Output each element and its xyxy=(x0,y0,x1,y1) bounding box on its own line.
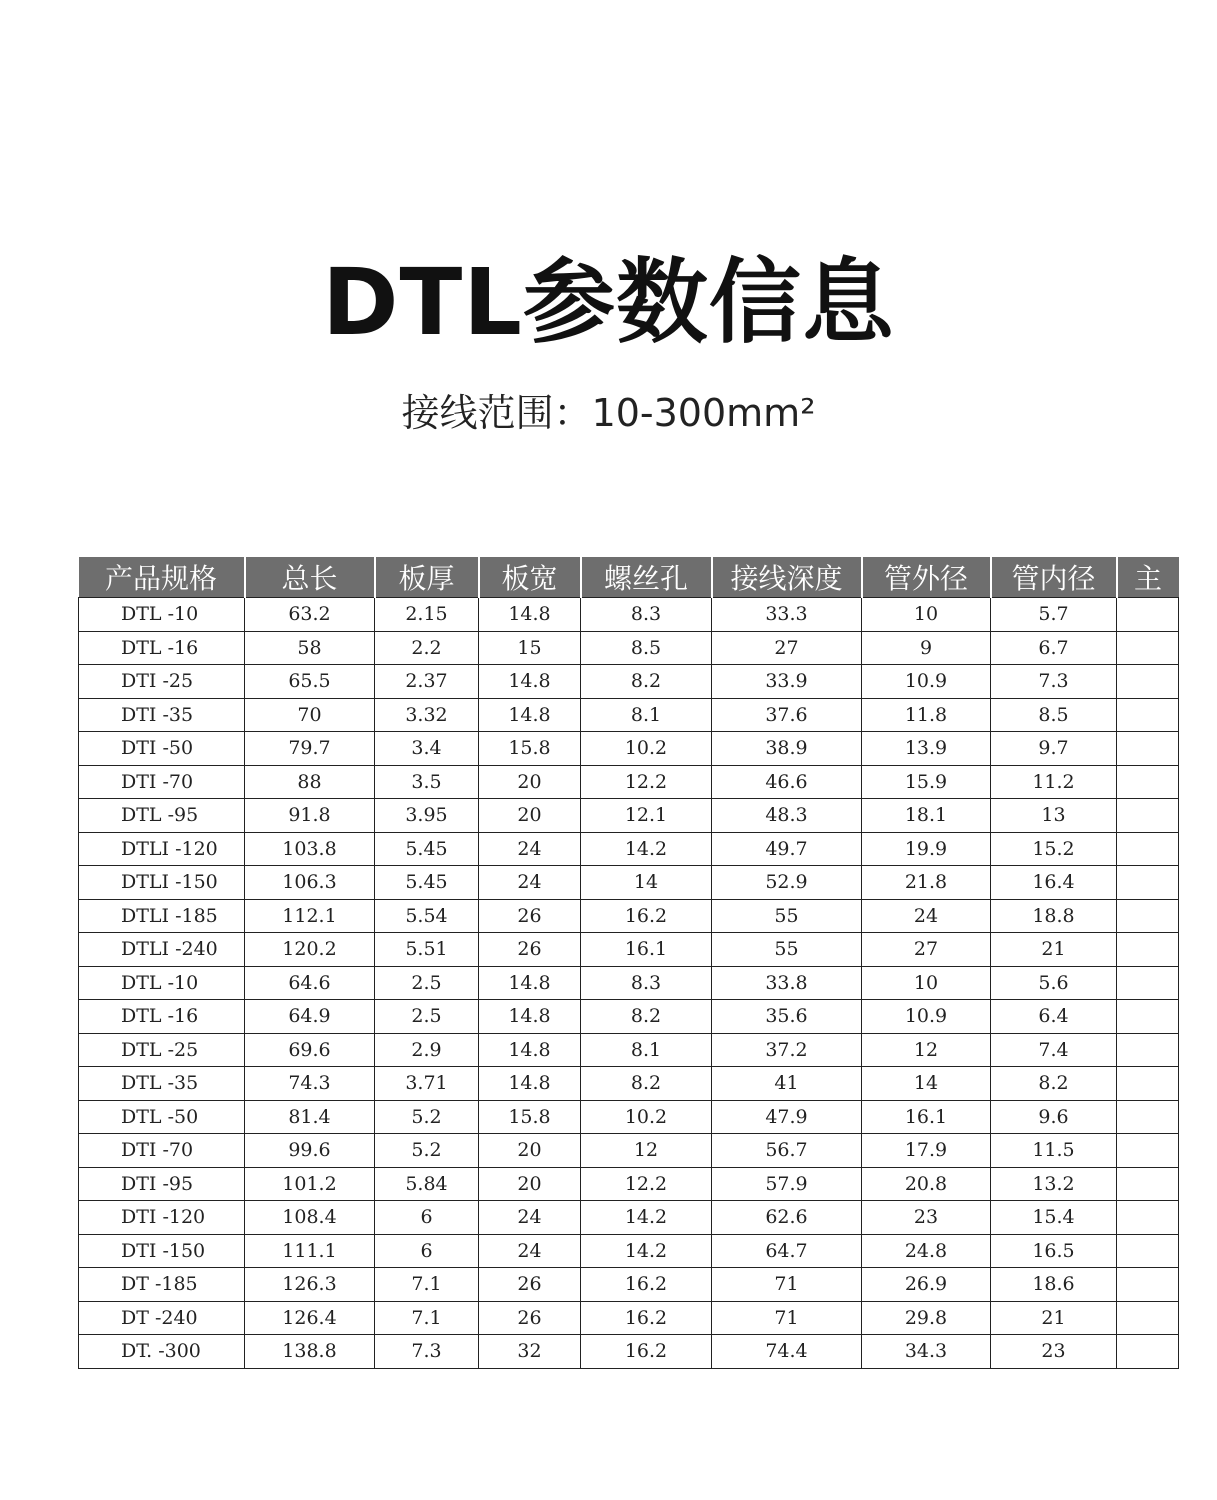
table-row xyxy=(79,732,1179,766)
cell-cut-off xyxy=(1117,1167,1179,1201)
wiring-range-subtitle: 接线范围：10-300mm² xyxy=(401,391,816,435)
cell-spec: DTL -50 xyxy=(79,1100,245,1134)
cell-total-length: 81.4 xyxy=(245,1100,375,1134)
cell-screw-hole: 16.1 xyxy=(581,933,712,967)
cell-tube-outer-diameter: 10 xyxy=(862,598,991,632)
cell-total-length: 112.1 xyxy=(245,899,375,933)
table-row xyxy=(79,698,1179,732)
cell-plate-thickness: 2.15 xyxy=(375,598,479,632)
cell-total-length: 58 xyxy=(245,631,375,665)
cell-spec: DT -185 xyxy=(79,1268,245,1302)
cell-spec: DTI -70 xyxy=(79,1134,245,1168)
cell-plate-width: 20 xyxy=(479,799,581,833)
cell-screw-hole: 8.2 xyxy=(581,1000,712,1034)
cell-spec: DT. -300 xyxy=(79,1335,245,1369)
cell-plate-width: 14.8 xyxy=(479,966,581,1000)
cell-plate-width: 26 xyxy=(479,933,581,967)
cell-spec: DTI -25 xyxy=(79,665,245,699)
cell-total-length: 65.5 xyxy=(245,665,375,699)
cell-cut-off xyxy=(1117,665,1179,699)
cell-cut-off xyxy=(1117,866,1179,900)
cell-plate-thickness: 5.51 xyxy=(375,933,479,967)
cell-tube-inner-diameter: 18.8 xyxy=(991,899,1117,933)
cell-tube-inner-diameter: 18.6 xyxy=(991,1268,1117,1302)
table-row xyxy=(79,966,1179,1000)
table-row xyxy=(79,1100,1179,1134)
cell-plate-width: 20 xyxy=(479,1167,581,1201)
cell-tube-inner-diameter: 6.7 xyxy=(991,631,1117,665)
cell-plate-thickness: 5.84 xyxy=(375,1167,479,1201)
cell-tube-inner-diameter: 7.4 xyxy=(991,1033,1117,1067)
cell-tube-inner-diameter: 6.4 xyxy=(991,1000,1117,1034)
cell-plate-width: 15.8 xyxy=(479,1100,581,1134)
cell-plate-thickness: 2.37 xyxy=(375,665,479,699)
cell-cut-off xyxy=(1117,899,1179,933)
cell-cut-off xyxy=(1117,1335,1179,1369)
cell-tube-inner-diameter: 13 xyxy=(991,799,1117,833)
cell-cut-off xyxy=(1117,1000,1179,1034)
cell-screw-hole: 12.2 xyxy=(581,1167,712,1201)
cell-screw-hole: 16.2 xyxy=(581,899,712,933)
cell-cut-off xyxy=(1117,966,1179,1000)
cell-spec: DTI -35 xyxy=(79,698,245,732)
table-row xyxy=(79,933,1179,967)
cell-spec: DTLI -150 xyxy=(79,866,245,900)
cell-plate-thickness: 3.32 xyxy=(375,698,479,732)
cell-plate-thickness: 2.9 xyxy=(375,1033,479,1067)
cell-cut-off xyxy=(1117,1201,1179,1235)
cell-total-length: 74.3 xyxy=(245,1067,375,1101)
cell-tube-outer-diameter: 26.9 xyxy=(862,1268,991,1302)
header-tube-outer-diameter: 管外径 xyxy=(862,557,991,598)
table-row xyxy=(79,1033,1179,1067)
cell-screw-hole: 8.2 xyxy=(581,665,712,699)
cell-spec: DTL -16 xyxy=(79,631,245,665)
cell-plate-thickness: 3.71 xyxy=(375,1067,479,1101)
cell-plate-width: 26 xyxy=(479,899,581,933)
cell-plate-thickness: 5.45 xyxy=(375,866,479,900)
cell-cut-off xyxy=(1117,1301,1179,1335)
cell-tube-inner-diameter: 7.3 xyxy=(991,665,1117,699)
cell-cut-off xyxy=(1117,1100,1179,1134)
cell-spec: DTL -10 xyxy=(79,966,245,1000)
cell-total-length: 64.9 xyxy=(245,1000,375,1034)
cell-plate-width: 14.8 xyxy=(479,1033,581,1067)
cell-plate-width: 26 xyxy=(479,1301,581,1335)
cell-total-length: 69.6 xyxy=(245,1033,375,1067)
cell-tube-outer-diameter: 27 xyxy=(862,933,991,967)
header-tube-inner-diameter: 管内径 xyxy=(991,557,1117,598)
cell-screw-hole: 8.1 xyxy=(581,1033,712,1067)
table-row xyxy=(79,1167,1179,1201)
cell-screw-hole: 14.2 xyxy=(581,832,712,866)
cell-tube-inner-diameter: 9.6 xyxy=(991,1100,1117,1134)
table-header-row xyxy=(79,557,1179,598)
cell-screw-hole: 16.2 xyxy=(581,1335,712,1369)
cell-spec: DTI -150 xyxy=(79,1234,245,1268)
cell-plate-width: 14.8 xyxy=(479,698,581,732)
cell-tube-inner-diameter: 8.5 xyxy=(991,698,1117,732)
cell-wiring-depth: 37.6 xyxy=(712,698,862,732)
cell-tube-inner-diameter: 11.2 xyxy=(991,765,1117,799)
cell-wiring-depth: 27 xyxy=(712,631,862,665)
cell-spec: DTI -95 xyxy=(79,1167,245,1201)
cell-tube-outer-diameter: 34.3 xyxy=(862,1335,991,1369)
cell-plate-width: 20 xyxy=(479,765,581,799)
parameter-table-container xyxy=(78,557,1162,1369)
cell-plate-width: 24 xyxy=(479,1201,581,1235)
table-row xyxy=(79,631,1179,665)
cell-plate-thickness: 2.2 xyxy=(375,631,479,665)
header-cut-off: 主 xyxy=(1117,557,1179,598)
cell-tube-inner-diameter: 9.7 xyxy=(991,732,1117,766)
cell-total-length: 120.2 xyxy=(245,933,375,967)
cell-cut-off xyxy=(1117,1033,1179,1067)
cell-total-length: 70 xyxy=(245,698,375,732)
cell-cut-off xyxy=(1117,1134,1179,1168)
cell-total-length: 108.4 xyxy=(245,1201,375,1235)
table-body xyxy=(79,598,1179,1369)
cell-screw-hole: 8.2 xyxy=(581,1067,712,1101)
header-total-length: 总长 xyxy=(245,557,375,598)
cell-plate-width: 24 xyxy=(479,832,581,866)
cell-spec: DTI -70 xyxy=(79,765,245,799)
cell-spec: DTI -120 xyxy=(79,1201,245,1235)
cell-plate-width: 15.8 xyxy=(479,732,581,766)
cell-plate-width: 14.8 xyxy=(479,1067,581,1101)
cell-plate-width: 20 xyxy=(479,1134,581,1168)
cell-screw-hole: 10.2 xyxy=(581,732,712,766)
cell-wiring-depth: 57.9 xyxy=(712,1167,862,1201)
cell-tube-outer-diameter: 11.8 xyxy=(862,698,991,732)
cell-wiring-depth: 71 xyxy=(712,1301,862,1335)
cell-tube-outer-diameter: 12 xyxy=(862,1033,991,1067)
cell-screw-hole: 14.2 xyxy=(581,1201,712,1235)
cell-wiring-depth: 35.6 xyxy=(712,1000,862,1034)
cell-screw-hole: 10.2 xyxy=(581,1100,712,1134)
cell-total-length: 138.8 xyxy=(245,1335,375,1369)
cell-tube-outer-diameter: 24 xyxy=(862,899,991,933)
cell-wiring-depth: 33.9 xyxy=(712,665,862,699)
table-row xyxy=(79,1268,1179,1302)
cell-total-length: 126.3 xyxy=(245,1268,375,1302)
cell-tube-inner-diameter: 16.5 xyxy=(991,1234,1117,1268)
cell-tube-inner-diameter: 23 xyxy=(991,1335,1117,1369)
cell-screw-hole: 14 xyxy=(581,866,712,900)
cell-cut-off xyxy=(1117,765,1179,799)
cell-total-length: 103.8 xyxy=(245,832,375,866)
cell-spec: DTL -10 xyxy=(79,598,245,632)
cell-plate-thickness: 2.5 xyxy=(375,1000,479,1034)
cell-plate-thickness: 6 xyxy=(375,1234,479,1268)
cell-wiring-depth: 64.7 xyxy=(712,1234,862,1268)
cell-screw-hole: 16.2 xyxy=(581,1268,712,1302)
cell-tube-outer-diameter: 18.1 xyxy=(862,799,991,833)
cell-plate-width: 15 xyxy=(479,631,581,665)
cell-tube-inner-diameter: 13.2 xyxy=(991,1167,1117,1201)
cell-total-length: 63.2 xyxy=(245,598,375,632)
cell-plate-thickness: 6 xyxy=(375,1201,479,1235)
cell-plate-thickness: 7.1 xyxy=(375,1301,479,1335)
table-row xyxy=(79,899,1179,933)
cell-plate-width: 14.8 xyxy=(479,598,581,632)
cell-cut-off xyxy=(1117,631,1179,665)
cell-screw-hole: 12.1 xyxy=(581,799,712,833)
cell-tube-outer-diameter: 21.8 xyxy=(862,866,991,900)
parameter-table xyxy=(78,557,1179,1369)
cell-screw-hole: 8.3 xyxy=(581,598,712,632)
cell-plate-width: 24 xyxy=(479,866,581,900)
table-row xyxy=(79,832,1179,866)
cell-tube-inner-diameter: 15.4 xyxy=(991,1201,1117,1235)
page-title: DTL参数信息 xyxy=(322,249,895,356)
cell-plate-thickness: 5.54 xyxy=(375,899,479,933)
cell-tube-outer-diameter: 17.9 xyxy=(862,1134,991,1168)
table-row xyxy=(79,665,1179,699)
cell-tube-inner-diameter: 5.6 xyxy=(991,966,1117,1000)
table-row xyxy=(79,799,1179,833)
cell-wiring-depth: 46.6 xyxy=(712,765,862,799)
cell-plate-thickness: 7.3 xyxy=(375,1335,479,1369)
cell-total-length: 111.1 xyxy=(245,1234,375,1268)
cell-tube-inner-diameter: 5.7 xyxy=(991,598,1117,632)
cell-tube-outer-diameter: 20.8 xyxy=(862,1167,991,1201)
cell-tube-inner-diameter: 11.5 xyxy=(991,1134,1117,1168)
header-wiring-depth: 接线深度 xyxy=(712,557,862,598)
cell-total-length: 126.4 xyxy=(245,1301,375,1335)
cell-screw-hole: 14.2 xyxy=(581,1234,712,1268)
cell-tube-inner-diameter: 21 xyxy=(991,1301,1117,1335)
cell-cut-off xyxy=(1117,1067,1179,1101)
cell-spec: DTL -16 xyxy=(79,1000,245,1034)
cell-wiring-depth: 38.9 xyxy=(712,732,862,766)
cell-plate-thickness: 5.2 xyxy=(375,1100,479,1134)
cell-screw-hole: 8.5 xyxy=(581,631,712,665)
table-row xyxy=(79,598,1179,632)
cell-tube-outer-diameter: 15.9 xyxy=(862,765,991,799)
table-row xyxy=(79,1234,1179,1268)
cell-plate-width: 32 xyxy=(479,1335,581,1369)
table-row xyxy=(79,1335,1179,1369)
cell-total-length: 64.6 xyxy=(245,966,375,1000)
cell-tube-outer-diameter: 13.9 xyxy=(862,732,991,766)
cell-screw-hole: 12.2 xyxy=(581,765,712,799)
cell-plate-width: 14.8 xyxy=(479,665,581,699)
cell-spec: DTL -95 xyxy=(79,799,245,833)
cell-plate-thickness: 3.5 xyxy=(375,765,479,799)
cell-spec: DTLI -185 xyxy=(79,899,245,933)
cell-wiring-depth: 62.6 xyxy=(712,1201,862,1235)
cell-plate-thickness: 5.2 xyxy=(375,1134,479,1168)
cell-wiring-depth: 55 xyxy=(712,933,862,967)
cell-plate-thickness: 5.45 xyxy=(375,832,479,866)
cell-wiring-depth: 41 xyxy=(712,1067,862,1101)
cell-tube-inner-diameter: 15.2 xyxy=(991,832,1117,866)
header-plate-thickness: 板厚 xyxy=(375,557,479,598)
cell-spec: DTL -25 xyxy=(79,1033,245,1067)
cell-wiring-depth: 33.3 xyxy=(712,598,862,632)
cell-cut-off xyxy=(1117,732,1179,766)
cell-screw-hole: 8.3 xyxy=(581,966,712,1000)
cell-cut-off xyxy=(1117,799,1179,833)
cell-plate-thickness: 7.1 xyxy=(375,1268,479,1302)
cell-wiring-depth: 74.4 xyxy=(712,1335,862,1369)
cell-total-length: 79.7 xyxy=(245,732,375,766)
cell-cut-off xyxy=(1117,933,1179,967)
cell-cut-off xyxy=(1117,1234,1179,1268)
cell-cut-off xyxy=(1117,698,1179,732)
cell-spec: DTLI -240 xyxy=(79,933,245,967)
cell-spec: DTLI -120 xyxy=(79,832,245,866)
table-row xyxy=(79,866,1179,900)
header-plate-width: 板宽 xyxy=(479,557,581,598)
cell-wiring-depth: 37.2 xyxy=(712,1033,862,1067)
header-spec: 产品规格 xyxy=(79,557,245,598)
cell-tube-outer-diameter: 23 xyxy=(862,1201,991,1235)
table-row xyxy=(79,1000,1179,1034)
cell-total-length: 101.2 xyxy=(245,1167,375,1201)
cell-plate-width: 14.8 xyxy=(479,1000,581,1034)
cell-total-length: 88 xyxy=(245,765,375,799)
cell-tube-inner-diameter: 21 xyxy=(991,933,1117,967)
cell-plate-thickness: 2.5 xyxy=(375,966,479,1000)
cell-screw-hole: 16.2 xyxy=(581,1301,712,1335)
cell-plate-thickness: 3.95 xyxy=(375,799,479,833)
cell-spec: DTL -35 xyxy=(79,1067,245,1101)
header-screw-hole: 螺丝孔 xyxy=(581,557,712,598)
cell-plate-thickness: 3.4 xyxy=(375,732,479,766)
cell-wiring-depth: 33.8 xyxy=(712,966,862,1000)
cell-tube-outer-diameter: 29.8 xyxy=(862,1301,991,1335)
cell-tube-outer-diameter: 9 xyxy=(862,631,991,665)
cell-wiring-depth: 48.3 xyxy=(712,799,862,833)
cell-cut-off xyxy=(1117,1268,1179,1302)
cell-tube-outer-diameter: 16.1 xyxy=(862,1100,991,1134)
table-row xyxy=(79,1134,1179,1168)
cell-wiring-depth: 56.7 xyxy=(712,1134,862,1168)
cell-spec: DTI -50 xyxy=(79,732,245,766)
cell-wiring-depth: 55 xyxy=(712,899,862,933)
cell-screw-hole: 12 xyxy=(581,1134,712,1168)
cell-screw-hole: 8.1 xyxy=(581,698,712,732)
cell-tube-inner-diameter: 8.2 xyxy=(991,1067,1117,1101)
cell-tube-inner-diameter: 16.4 xyxy=(991,866,1117,900)
cell-tube-outer-diameter: 10.9 xyxy=(862,1000,991,1034)
cell-total-length: 99.6 xyxy=(245,1134,375,1168)
cell-tube-outer-diameter: 24.8 xyxy=(862,1234,991,1268)
cell-wiring-depth: 71 xyxy=(712,1268,862,1302)
cell-tube-outer-diameter: 10 xyxy=(862,966,991,1000)
cell-tube-outer-diameter: 10.9 xyxy=(862,665,991,699)
cell-wiring-depth: 47.9 xyxy=(712,1100,862,1134)
cell-total-length: 91.8 xyxy=(245,799,375,833)
cell-tube-outer-diameter: 19.9 xyxy=(862,832,991,866)
table-row xyxy=(79,1201,1179,1235)
cell-cut-off xyxy=(1117,832,1179,866)
cell-plate-width: 24 xyxy=(479,1234,581,1268)
cell-spec: DT -240 xyxy=(79,1301,245,1335)
cell-tube-outer-diameter: 14 xyxy=(862,1067,991,1101)
cell-total-length: 106.3 xyxy=(245,866,375,900)
table-row xyxy=(79,1301,1179,1335)
table-row xyxy=(79,765,1179,799)
cell-cut-off xyxy=(1117,598,1179,632)
cell-plate-width: 26 xyxy=(479,1268,581,1302)
table-row xyxy=(79,1067,1179,1101)
cell-wiring-depth: 49.7 xyxy=(712,832,862,866)
cell-wiring-depth: 52.9 xyxy=(712,866,862,900)
